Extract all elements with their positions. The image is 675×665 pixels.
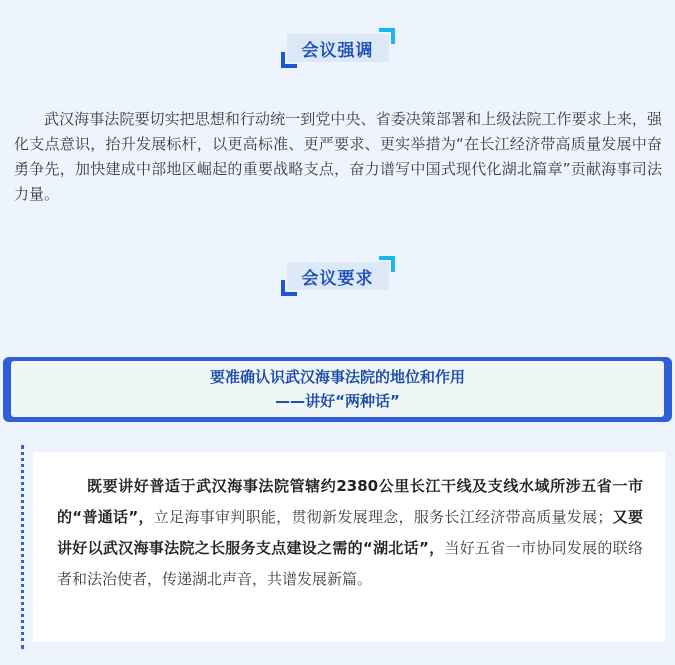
card-paragraph [57, 471, 643, 595]
bold-text: 又要讲好以武汉海事法院之长服务支点建设之需的“湖北话”， [57, 508, 643, 557]
subtitle-banner [3, 357, 672, 422]
bold-text: 既要讲好普适于武汉海事法院管辖约2380公里长江干线及支线水域所涉五省一市的“普通话”， [57, 477, 643, 526]
section-heading-requirements [281, 256, 395, 296]
section-heading-emphasis [281, 28, 395, 68]
heading-title: 会议强调 [301, 40, 374, 61]
content-card [33, 452, 665, 642]
banner-line-2: ——讲好“两种话” [275, 392, 400, 410]
banner-inner [11, 361, 664, 417]
body-text: 立足海事审判职能，贯彻新发展理念，服务长江经济带高质量发展； [153, 508, 613, 526]
heading-title: 会议要求 [301, 268, 374, 289]
dotted-divider [21, 445, 24, 649]
emphasis-paragraph: 武汉海事法院要切实把思想和行动统一到党中央、省委决策部署和上级法院工作要求上来，强化支点意识，抬升发展标杆，以更高标准、更严要求、更实举措为“在长江经济带高质量发展中奋勇争先，加快建成中部地区崛起的重要战略支点，奋力谱写中国式现代化湖北篇章”贡献海事司法力量。 [14, 110, 662, 203]
body-text: 当好五省一市协同发展的联络者和法治使者，传递湖北声音，共谱发展新篇。 [57, 539, 643, 588]
banner-line-1: 要准确认识武汉海事法院的地位和作用 [209, 368, 465, 386]
